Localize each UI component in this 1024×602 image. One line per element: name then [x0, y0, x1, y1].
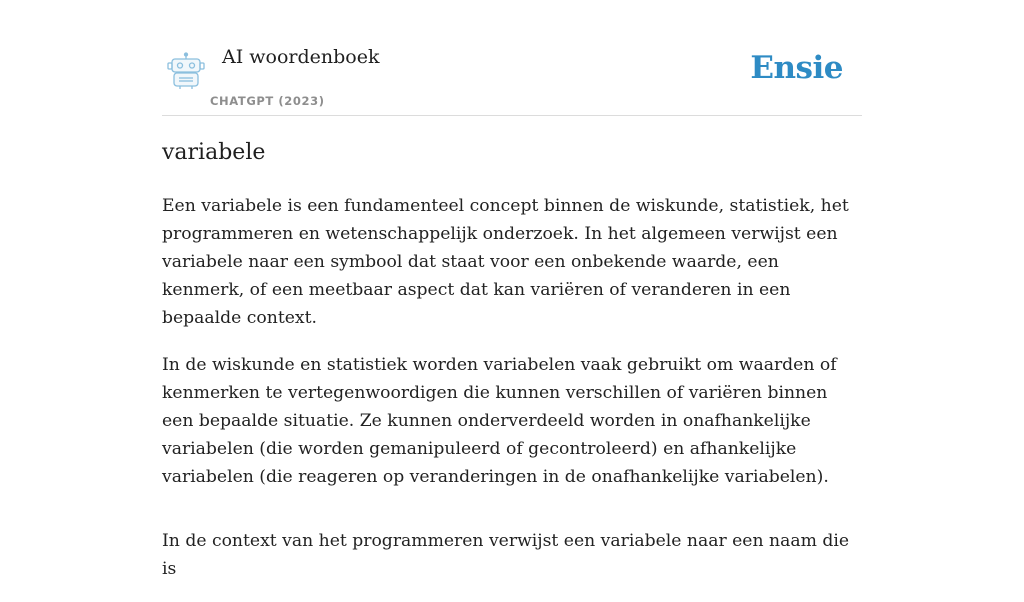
source-subtitle: CHATGPT (2023)	[210, 94, 325, 108]
header	[162, 40, 862, 116]
article-paragraph: In de context van het programmeren verwijst een variabele naar een naam die is	[162, 531, 850, 579]
source-title[interactable]: AI woordenboek	[222, 46, 380, 68]
robot-icon	[166, 52, 206, 90]
page-title: variabele	[162, 140, 266, 165]
article-body	[162, 192, 862, 602]
brand-logo[interactable]: Ensie	[750, 50, 843, 86]
article-paragraph: Een variabele is een fundamenteel concept binnen de wiskunde, statistiek, het programmeren en wetenschappelijk onderzoek. In het algemeen verwijst een variabele naar een symbool dat staat voor een onbekende waarde, een kenmerk, of een meetbaar aspect dat kan variëren of veranderen in een bepaalde context.	[162, 196, 849, 328]
article-paragraph: In de wiskunde en statistiek worden variabelen vaak gebruikt om waarden of kenmerken te vertegenwoordigen die kunnen verschillen of variëren binnen een bepaalde situatie. Ze kunnen onderverdeeld worden in onafhankelijke variabelen (die worden gemanipuleerd of gecontroleerd) en afhankelijke variabelen (die reageren op veranderingen in de onafhankelijke variabelen).	[162, 355, 837, 487]
